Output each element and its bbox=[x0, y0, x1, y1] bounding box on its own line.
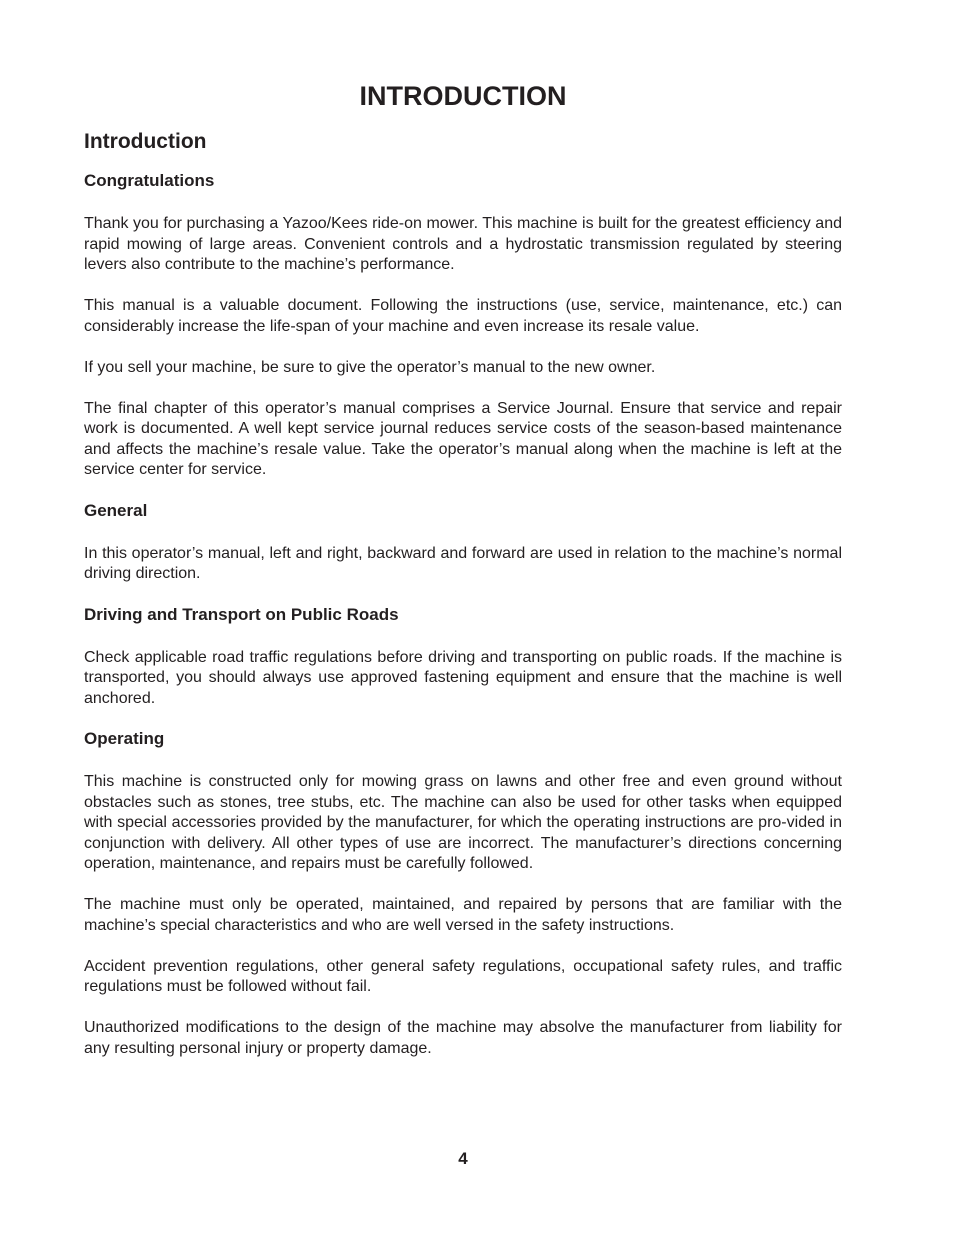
paragraph: This machine is constructed only for mowing grass on lawns and other free and even ground without obstacles such as stones, tree stubs, etc. The machine can also be used for other tasks when equipped with special accessories provided by the manufacturer, for which the operating instructions are pro-vided in conjunction with delivery. All other types of use are incorrect. The manufacturer’s directions concerning operation, maintenance, and repairs must be carefully followed. bbox=[84, 773, 842, 872]
page-title: INTRODUCTION bbox=[359, 81, 567, 111]
paragraph: Check applicable road traffic regulations before driving and transporting on public roads. If the machine is transported, you should always use approved fastening equipment and ensure that the machine is well anchored. bbox=[84, 648, 842, 707]
paragraph: Unauthorized modifications to the design of the machine may absolve the manufacturer from liability for any resulting personal injury or property damage. bbox=[84, 1019, 842, 1057]
page-content bbox=[84, 170, 842, 1059]
paragraph: This manual is a valuable document. Following the instructions (use, service, maintenance, etc.) can considerably increase the life-span of your machine and even increase its resale value. bbox=[84, 297, 842, 335]
paragraph: The machine must only be operated, maintained, and repaired by persons that are familiar with the machine’s special characteristics and who are well versed in the safety instructions. bbox=[84, 896, 842, 934]
paragraph: Thank you for purchasing a Yazoo/Kees ride-on mower. This machine is built for the greatest efficiency and rapid mowing of large areas. Convenient controls and a hydrostatic transmission regulated by steering levers also contribute to the machine’s performance. bbox=[84, 215, 842, 273]
manual-page bbox=[84, 0, 842, 1235]
page-number: 4 bbox=[458, 1149, 468, 1168]
paragraph: Accident prevention regulations, other general safety regulations, occupational safety rules, and traffic regulations must be followed without fail. bbox=[84, 957, 842, 995]
heading-operating: Operating bbox=[84, 729, 165, 748]
heading-driving-transport: Driving and Transport on Public Roads bbox=[84, 604, 399, 624]
heading-general: General bbox=[84, 500, 148, 520]
heading-congratulations: Congratulations bbox=[84, 171, 215, 190]
paragraph: In this operator’s manual, left and right, backward and forward are used in relation to the machine’s normal driving direction. bbox=[84, 544, 842, 582]
paragraph: The final chapter of this operator’s manual comprises a Service Journal. Ensure that service and repair work is documented. A well kept service journal reduces service costs of the season-based maintenance and affects the machine’s resale value. Take the operator’s manual along when the machine is left at the service center for service. bbox=[84, 399, 842, 478]
paragraph: If you sell your machine, be sure to give the operator’s manual to the new owner. bbox=[84, 358, 656, 376]
section-title: Introduction bbox=[84, 130, 207, 153]
